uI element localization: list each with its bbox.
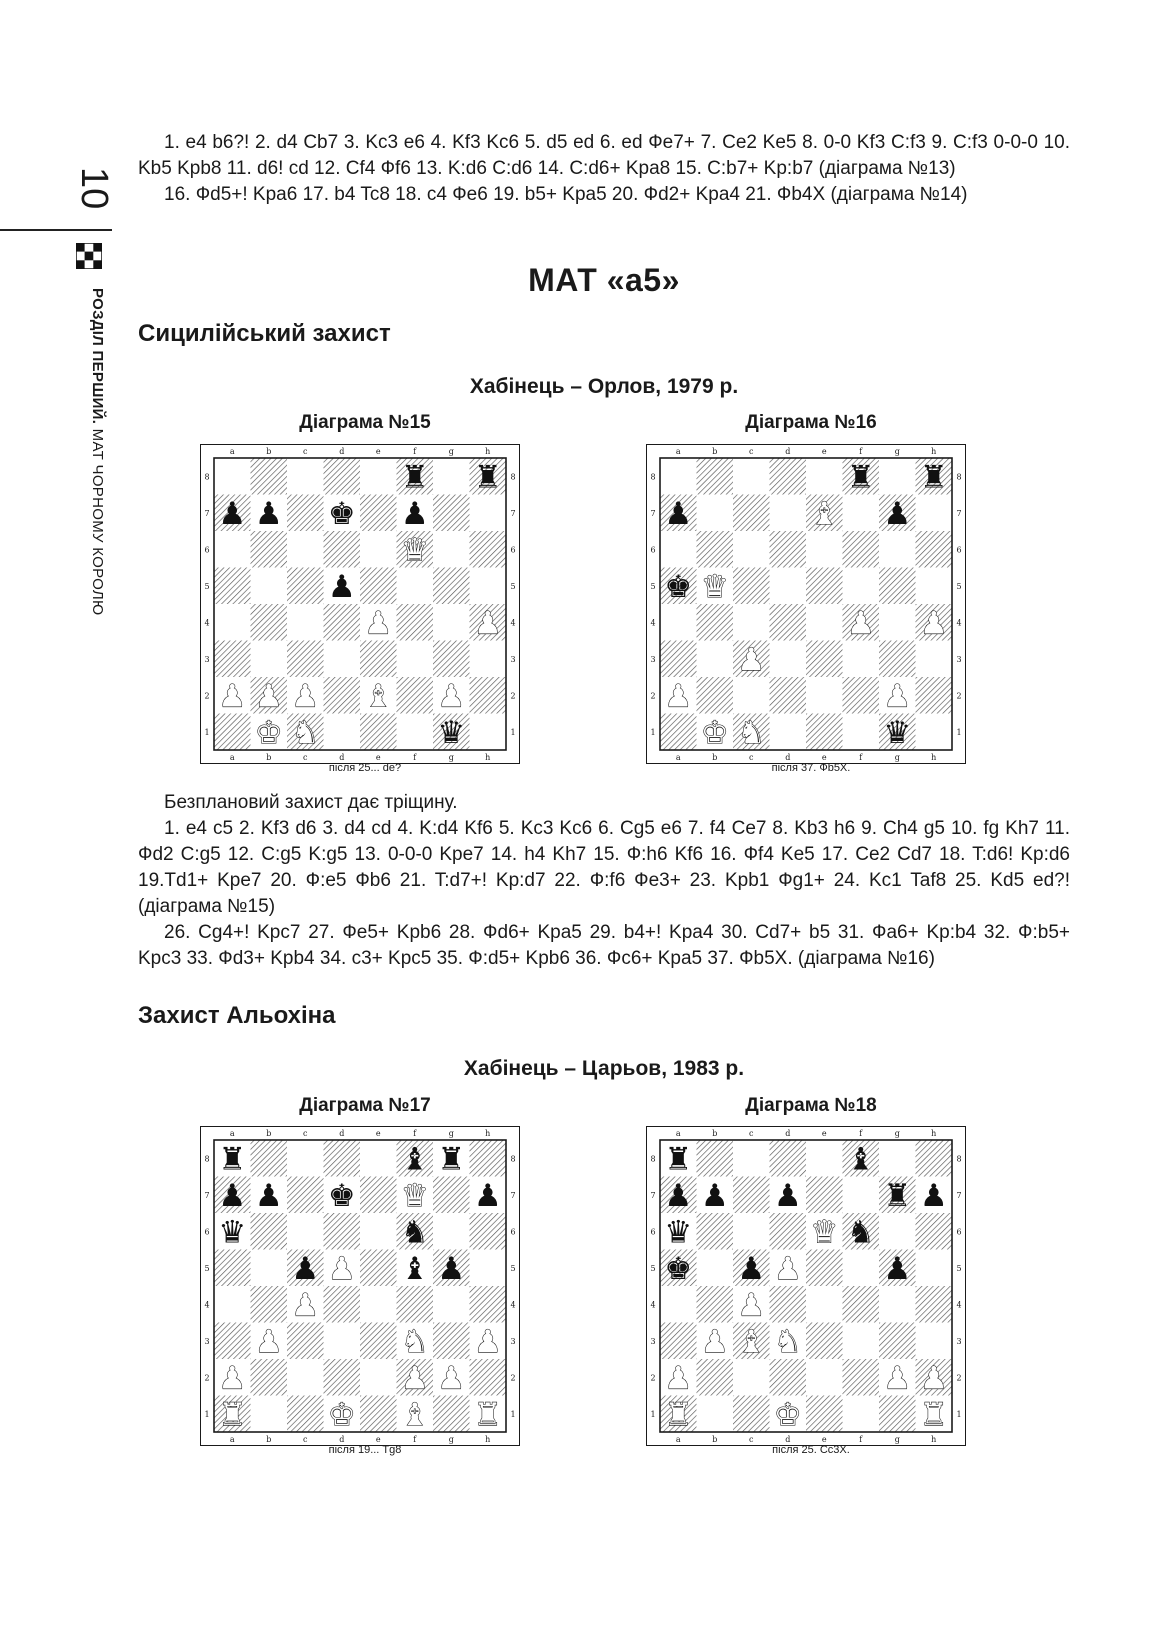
white-pawn-icon: ♟ <box>473 1323 502 1360</box>
file-label: a <box>675 447 681 456</box>
diagram-17-title: Діаграма №17 <box>299 1095 431 1116</box>
white-pawn-icon: ♟ <box>737 1287 766 1324</box>
white-knight-icon: ♞ <box>400 1323 429 1360</box>
rank-label: 8 <box>510 472 516 482</box>
rank-label: 6 <box>956 1227 962 1237</box>
file-label: b <box>266 447 272 456</box>
rank-label: 1 <box>204 727 210 737</box>
black-rook-icon: ♜ <box>218 1141 247 1178</box>
black-queen-icon: ♛ <box>218 1214 247 1251</box>
file-label: h <box>931 447 937 456</box>
white-pawn-icon: ♟ <box>919 605 948 642</box>
file-label: c <box>303 447 308 456</box>
file-label: e <box>375 1435 381 1444</box>
white-pawn-icon: ♟ <box>664 678 693 715</box>
file-label: b <box>266 1435 272 1444</box>
rank-label: 6 <box>650 1227 656 1237</box>
file-label: f <box>859 447 863 456</box>
black-bishop-icon: ♝ <box>400 1250 429 1287</box>
rank-label: 4 <box>204 618 210 628</box>
file-label: b <box>266 753 272 762</box>
diagram-15-title: Діаграма №15 <box>299 412 431 433</box>
white-king-icon: ♚ <box>327 1396 356 1433</box>
file-label: c <box>303 1435 308 1444</box>
white-pawn-icon: ♟ <box>664 1360 693 1397</box>
diagram-18-title: Діаграма №18 <box>745 1095 877 1116</box>
black-knight-icon: ♞ <box>846 1214 875 1251</box>
file-label: c <box>303 1129 308 1138</box>
file-label: f <box>413 1435 417 1444</box>
white-pawn-icon: ♟ <box>364 605 393 642</box>
file-label: b <box>712 1435 718 1444</box>
black-rook-icon: ♜ <box>400 459 429 496</box>
file-label: g <box>448 1129 454 1138</box>
chessboard-icon <box>76 243 102 269</box>
rank-label: 5 <box>956 1263 962 1273</box>
rank-label: 8 <box>510 1154 516 1164</box>
game-1-text <box>138 790 1070 972</box>
rank-label: 1 <box>956 1409 962 1419</box>
white-rook-icon: ♜ <box>473 1396 502 1433</box>
black-queen-icon: ♛ <box>664 1214 693 1251</box>
black-pawn-icon: ♟ <box>291 1250 320 1287</box>
file-label: d <box>785 447 791 456</box>
file-label: h <box>931 1129 937 1138</box>
file-label: h <box>485 1129 491 1138</box>
rank-label: 4 <box>650 1300 656 1310</box>
rank-label: 5 <box>204 581 210 591</box>
white-king-icon: ♚ <box>254 714 283 751</box>
section-heading-sicilian: Сицилійський захист <box>138 320 391 347</box>
rank-label: 3 <box>956 654 962 664</box>
rank-label: 3 <box>650 1336 656 1346</box>
black-pawn-icon: ♟ <box>327 568 356 605</box>
rank-label: 7 <box>204 508 210 518</box>
black-bishop-icon: ♝ <box>400 1141 429 1178</box>
rank-label: 1 <box>510 727 516 737</box>
file-label: d <box>785 753 791 762</box>
file-label: g <box>894 1435 900 1444</box>
black-queen-icon: ♛ <box>437 714 466 751</box>
white-pawn-icon: ♟ <box>737 641 766 678</box>
diagram-15-caption: після 25... de? <box>328 762 402 774</box>
black-pawn-icon: ♟ <box>664 1177 693 1214</box>
black-pawn-icon: ♟ <box>218 495 247 532</box>
chess-diagram-16 <box>646 444 976 774</box>
chess-diagram-17 <box>200 1126 530 1456</box>
file-label: e <box>821 447 827 456</box>
black-pawn-icon: ♟ <box>700 1177 729 1214</box>
white-rook-icon: ♜ <box>919 1396 948 1433</box>
chess-diagram-15 <box>200 444 530 774</box>
file-label: b <box>712 447 718 456</box>
white-bishop-icon: ♝ <box>737 1323 766 1360</box>
black-rook-icon: ♜ <box>846 459 875 496</box>
white-pawn-icon: ♟ <box>327 1250 356 1287</box>
section-heading-alekhine: Захист Альохіна <box>138 1002 336 1029</box>
black-rook-icon: ♜ <box>883 1177 912 1214</box>
black-pawn-icon: ♟ <box>664 495 693 532</box>
rank-label: 2 <box>956 1373 962 1383</box>
black-king-icon: ♚ <box>327 495 356 532</box>
white-pawn-icon: ♟ <box>919 1360 948 1397</box>
file-label: d <box>339 1129 345 1138</box>
file-label: b <box>712 753 718 762</box>
white-bishop-icon: ♝ <box>400 1396 429 1433</box>
rank-label: 2 <box>956 691 962 701</box>
rank-label: 8 <box>956 472 962 482</box>
rank-label: 7 <box>204 1190 210 1200</box>
black-pawn-icon: ♟ <box>218 1177 247 1214</box>
black-king-icon: ♚ <box>327 1177 356 1214</box>
rank-label: 4 <box>510 618 516 628</box>
rank-label: 8 <box>956 1154 962 1164</box>
diagram-17-caption: після 19... Tg8 <box>328 1444 402 1456</box>
file-label: h <box>485 753 491 762</box>
file-label: f <box>859 753 863 762</box>
intro-paragraph-1: 1. е4 b6?! 2. d4 Cb7 3. Kc3 e6 4. Kf3 Kc6 5. d5 ed 6. ed Фe7+ 7. Ce2 Ke5 8. 0-0 Kf3 C:f3 9. C:f3 0-0-0 10. Kb5 Kpb8 11. d6! cd 12. Cf4 Фf6 13. K:d6 C:d6 14. C:d6+ Kpa8 15. C:b7+ Kp:b7 (діаграма №13) <box>138 132 1070 179</box>
white-knight-icon: ♞ <box>773 1323 802 1360</box>
rank-label: 3 <box>956 1336 962 1346</box>
black-knight-icon: ♞ <box>400 1214 429 1251</box>
rank-label: 1 <box>956 727 962 737</box>
rank-label: 8 <box>650 472 656 482</box>
intro-text <box>138 130 1070 208</box>
file-label: h <box>931 753 937 762</box>
file-label: c <box>749 447 754 456</box>
white-pawn-icon: ♟ <box>700 1323 729 1360</box>
rank-label: 5 <box>510 1263 516 1273</box>
black-queen-icon: ♛ <box>883 714 912 751</box>
black-king-icon: ♚ <box>664 568 693 605</box>
white-queen-icon: ♛ <box>400 1177 429 1214</box>
file-label: f <box>413 1129 417 1138</box>
rank-label: 3 <box>204 654 210 664</box>
rank-label: 8 <box>204 472 210 482</box>
black-pawn-icon: ♟ <box>883 495 912 532</box>
rank-label: 5 <box>510 581 516 591</box>
file-label: e <box>821 1129 827 1138</box>
black-pawn-icon: ♟ <box>437 1250 466 1287</box>
white-bishop-icon: ♝ <box>810 495 839 532</box>
white-rook-icon: ♜ <box>664 1396 693 1433</box>
white-pawn-icon: ♟ <box>218 1360 247 1397</box>
file-label: e <box>375 447 381 456</box>
file-label: g <box>448 753 454 762</box>
file-label: h <box>931 1435 937 1444</box>
rank-label: 4 <box>510 1300 516 1310</box>
white-pawn-icon: ♟ <box>437 678 466 715</box>
black-pawn-icon: ♟ <box>254 1177 283 1214</box>
rank-label: 2 <box>510 1373 516 1383</box>
white-pawn-icon: ♟ <box>883 1360 912 1397</box>
black-bishop-icon: ♝ <box>846 1141 875 1178</box>
black-pawn-icon: ♟ <box>400 495 429 532</box>
diagram-16-title: Діаграма №16 <box>745 412 877 433</box>
black-pawn-icon: ♟ <box>473 1177 502 1214</box>
rank-label: 5 <box>650 581 656 591</box>
page-number: 10 <box>73 167 115 210</box>
rank-label: 2 <box>204 691 210 701</box>
black-pawn-icon: ♟ <box>773 1177 802 1214</box>
file-label: c <box>749 1435 754 1444</box>
white-pawn-icon: ♟ <box>291 678 320 715</box>
rank-label: 3 <box>510 654 516 664</box>
white-pawn-icon: ♟ <box>218 678 247 715</box>
white-pawn-icon: ♟ <box>473 605 502 642</box>
rank-label: 4 <box>650 618 656 628</box>
file-label: d <box>785 1129 791 1138</box>
white-pawn-icon: ♟ <box>254 1323 283 1360</box>
chapter-title-rest: МАТ ЧОРНОМУ КОРОЛЮ <box>89 424 106 616</box>
rank-label: 7 <box>510 1190 516 1200</box>
chapter-title <box>89 288 106 616</box>
rank-label: 2 <box>650 691 656 701</box>
file-label: a <box>675 1129 681 1138</box>
rank-label: 6 <box>204 545 210 555</box>
diagram-16-caption: після 37. Фb5X. <box>771 762 851 774</box>
file-label: a <box>675 1435 681 1444</box>
game-1-paragraph-1: Безплановий захист дає тріщину. <box>164 792 458 813</box>
rank-label: 2 <box>204 1373 210 1383</box>
rank-label: 4 <box>956 618 962 628</box>
white-pawn-icon: ♟ <box>254 678 283 715</box>
file-label: e <box>821 753 827 762</box>
white-rook-icon: ♜ <box>218 1396 247 1433</box>
white-queen-icon: ♛ <box>400 532 429 569</box>
main-heading: МАТ «а5» <box>528 262 680 298</box>
file-label: b <box>712 1129 718 1138</box>
file-label: h <box>485 1435 491 1444</box>
file-label: a <box>229 1129 235 1138</box>
file-label: g <box>894 447 900 456</box>
rank-label: 8 <box>204 1154 210 1164</box>
file-label: f <box>859 1129 863 1138</box>
file-label: f <box>859 1435 863 1444</box>
rank-label: 7 <box>956 1190 962 1200</box>
rank-label: 7 <box>510 508 516 518</box>
file-label: h <box>485 447 491 456</box>
rank-label: 4 <box>204 1300 210 1310</box>
file-label: d <box>785 1435 791 1444</box>
file-label: a <box>229 447 235 456</box>
game-title-2: Хабінець – Царьов, 1983 р. <box>463 1057 745 1080</box>
rank-label: 3 <box>510 1336 516 1346</box>
white-bishop-icon: ♝ <box>364 678 393 715</box>
white-queen-icon: ♛ <box>700 568 729 605</box>
file-label: g <box>448 1435 454 1444</box>
white-king-icon: ♚ <box>700 714 729 751</box>
black-pawn-icon: ♟ <box>919 1177 948 1214</box>
rank-label: 6 <box>204 1227 210 1237</box>
rank-label: 6 <box>650 545 656 555</box>
file-label: g <box>448 447 454 456</box>
rank-label: 5 <box>956 581 962 591</box>
file-label: b <box>266 1129 272 1138</box>
rank-label: 2 <box>650 1373 656 1383</box>
rank-label: 8 <box>650 1154 656 1164</box>
black-rook-icon: ♜ <box>919 459 948 496</box>
white-pawn-icon: ♟ <box>437 1360 466 1397</box>
file-label: a <box>229 753 235 762</box>
rank-label: 1 <box>204 1409 210 1419</box>
game-1-paragraph-2: 1. e4 c5 2. Kf3 d6 3. d4 cd 4. K:d4 Kf6 5. Kc3 Kc6 6. Cg5 e6 7. f4 Ce7 8. Kb3 h6 9. Ch4 g5 10. fg Kh7 11. Фd2 C:g5 12. C:g5 K:g5 13. 0-0-0 Kpe7 14. h4 Kh7 15. Ф:h6 Kf6 16. Фf4 Ke5 17. Ce2 Cd7 18. T:d6! Kp:d6 19.Td1+ Kpe7 20. Ф:e5 Фb6 21. T:d7+! Kp:d7 22. Ф:f6 Фe3+ 23. Kpb1 Фg1+ 24. Kc1 Taf8 25. Kd5 ed?! (діаграма №15) <box>138 818 1070 917</box>
white-knight-icon: ♞ <box>737 714 766 751</box>
file-label: e <box>375 1129 381 1138</box>
game-1-paragraph-3: 26. Cg4+! Kpc7 27. Фe5+ Kpb6 28. Фd6+ Kpa5 29. b4+! Kpa4 30. Cd7+ b5 31. Фa6+ Kp:b4 32. Ф:b5+ Kpc3 33. Фd3+ Kpb4 34. c3+ Kpc5 35. Ф:d5+ Kpb6 36. Фc6+ Kpa5 37. Фb5X. (діаграма №16) <box>138 922 1070 969</box>
rank-label: 3 <box>650 654 656 664</box>
rank-label: 7 <box>956 508 962 518</box>
rank-label: 6 <box>510 545 516 555</box>
file-label: a <box>229 1435 235 1444</box>
file-label: e <box>375 753 381 762</box>
file-label: c <box>749 1129 754 1138</box>
black-rook-icon: ♜ <box>473 459 502 496</box>
black-rook-icon: ♜ <box>437 1141 466 1178</box>
rank-label: 7 <box>650 1190 656 1200</box>
file-label: f <box>413 447 417 456</box>
white-pawn-icon: ♟ <box>846 605 875 642</box>
file-label: e <box>821 1435 827 1444</box>
rank-label: 1 <box>650 1409 656 1419</box>
file-label: g <box>894 753 900 762</box>
file-label: d <box>339 447 345 456</box>
file-label: f <box>413 753 417 762</box>
black-pawn-icon: ♟ <box>254 495 283 532</box>
rank-label: 1 <box>650 727 656 737</box>
white-pawn-icon: ♟ <box>291 1287 320 1324</box>
file-label: d <box>339 753 345 762</box>
rank-label: 6 <box>956 545 962 555</box>
white-queen-icon: ♛ <box>810 1214 839 1251</box>
diagram-18-caption: після 25. Cc3X. <box>772 1444 850 1456</box>
intro-paragraph-2: 16. Фd5+! Kpa6 17. b4 Tc8 18. c4 Фe6 19. b5+ Kpa5 20. Фd2+ Kpa4 21. Фb4X (діаграма №14) <box>164 184 968 205</box>
file-label: c <box>303 753 308 762</box>
sidebar-rule <box>0 229 112 231</box>
black-rook-icon: ♜ <box>664 1141 693 1178</box>
sidebar <box>0 0 115 640</box>
rank-label: 5 <box>650 1263 656 1273</box>
file-label: c <box>749 753 754 762</box>
game-title-1: Хабінець – Орлов, 1979 р. <box>469 375 739 398</box>
rank-label: 3 <box>204 1336 210 1346</box>
black-pawn-icon: ♟ <box>737 1250 766 1287</box>
rank-label: 2 <box>510 691 516 701</box>
white-knight-icon: ♞ <box>291 714 320 751</box>
chapter-title-bold: РОЗДІЛ ПЕРШИЙ. <box>89 288 106 425</box>
rank-label: 7 <box>650 508 656 518</box>
white-pawn-icon: ♟ <box>773 1250 802 1287</box>
chess-diagram-18 <box>646 1126 976 1456</box>
rank-label: 5 <box>204 1263 210 1273</box>
file-label: d <box>339 1435 345 1444</box>
white-pawn-icon: ♟ <box>400 1360 429 1397</box>
file-label: g <box>894 1129 900 1138</box>
black-pawn-icon: ♟ <box>883 1250 912 1287</box>
white-pawn-icon: ♟ <box>883 678 912 715</box>
white-king-icon: ♚ <box>773 1396 802 1433</box>
rank-label: 1 <box>510 1409 516 1419</box>
rank-label: 4 <box>956 1300 962 1310</box>
black-king-icon: ♚ <box>664 1250 693 1287</box>
file-label: a <box>675 753 681 762</box>
rank-label: 6 <box>510 1227 516 1237</box>
